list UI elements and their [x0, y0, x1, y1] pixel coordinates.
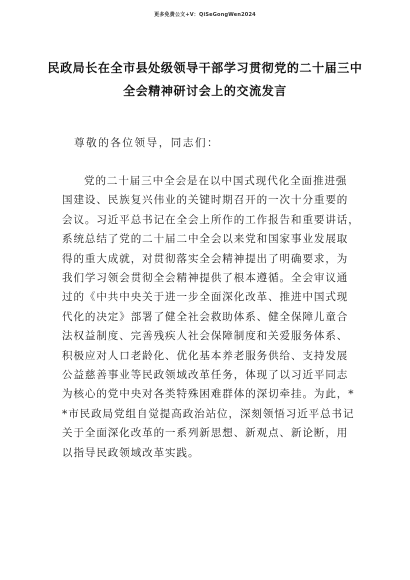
body-line: 公益慈善事业等民政领域改革任务，体现了以习近平同志 [62, 369, 349, 382]
title-line-1: 民政局长在全市县处级领导干部学习贯彻党的二十届三中 [47, 61, 363, 75]
body-line: 代化的决定》部署了健全社会救助体系、健全保障儿童合 [62, 310, 349, 323]
body-line: 法权益制度、完善残疾人社会保障制度和关爱服务体系、 [62, 330, 349, 343]
title-line-2: 全会精神研讨会上的交流发言 [123, 84, 287, 98]
body-line: 系统总结了党的二十届二中全会以来党和国家事业发展取 [62, 233, 349, 246]
body-line: 得的重大成就，对贯彻落实全会精神提出了明确要求，为 [62, 252, 349, 265]
header-promo-note: 更多免费公文+V：QiSeGongWen2024 [154, 12, 256, 18]
body-line: 积极应对人口老龄化、优化基本养老服务供给、支持发展 [62, 349, 349, 362]
body-line: 党的二十届三中全会是在以中国式现代化全面推进强 [84, 175, 348, 187]
body-line: 会议。习近平总书记在全会上所作的工作报告和重要讲话， [62, 213, 360, 226]
body-line: 为核心的党中央对各类特殊困难群体的深切牵挂。为此，* [62, 388, 355, 401]
document-title [46, 57, 364, 103]
body-line: 关于全面深化改革的一系列新思想、新观点、新论断，用 [62, 427, 349, 440]
body-line: *市民政局党组自觉提高政治站位，深刻领悟习近平总书记 [62, 407, 355, 420]
body-line: 过的《中共中央关于进一步全面深化改革、推进中国式现 [62, 291, 349, 304]
body-paragraph [62, 172, 362, 463]
body-line: 国建设、民族复兴伟业的关键时期召开的一次十分重要的 [62, 194, 349, 207]
body-line: 以指导民政领域改革实践。 [62, 446, 200, 459]
body-line: 我们学习领会贯彻全会精神提供了根本遵循。全会审议通 [62, 272, 349, 285]
salutation: 尊敬的各位领导，同志们： [74, 137, 220, 149]
